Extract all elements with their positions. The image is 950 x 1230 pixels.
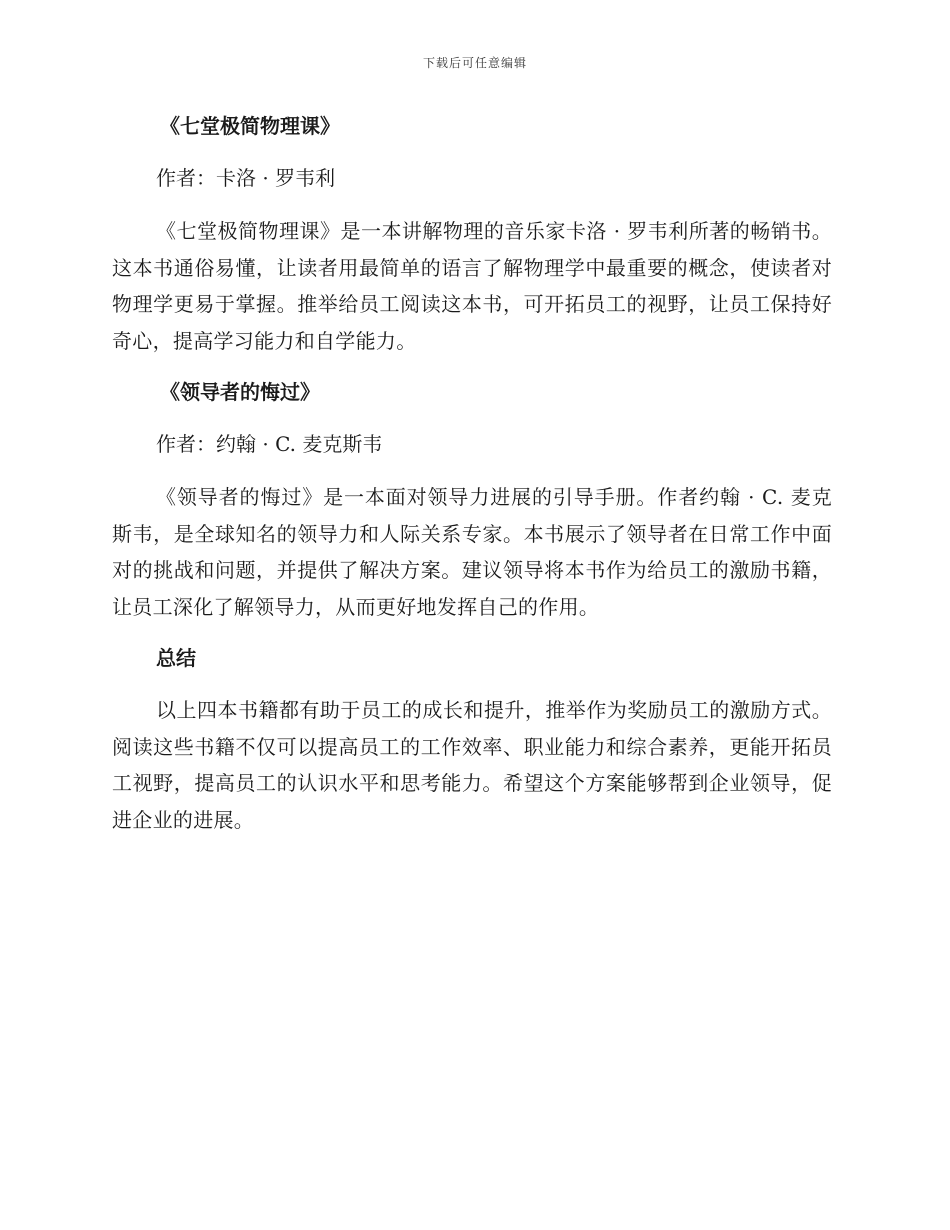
page-header: 下载后可任意编辑	[422, 56, 527, 70]
book-author: 作者：卡洛 · 罗韦利	[156, 166, 336, 190]
book-title: 《领导者的悔过》	[160, 380, 320, 404]
book-title: 《七堂极简物理课》	[160, 114, 340, 138]
summary-section	[112, 640, 832, 838]
summary-heading: 总结	[156, 646, 196, 670]
document-body	[112, 108, 832, 853]
book-author: 作者：约翰 · C. 麦克斯韦	[156, 432, 383, 456]
book-section	[112, 374, 832, 625]
book-description: 《七堂极简物理课》是一本讲解物理的音乐家卡洛 · 罗韦利所著的畅销书。这本书通俗易懂，让读者用最简单的语言了解物理学中最重要的概念，使读者对物理学更易于掌握。推举给员工阅读这本书，可开拓员工的视野，让员工保持好奇心，提高学习能力和自学能力。	[112, 219, 832, 353]
summary-text: 以上四本书籍都有助于员工的成长和提升，推举作为奖励员工的激励方式。阅读这些书籍不仅可以提高员工的工作效率、职业能力和综合素养，更能开拓员工视野，提高员工的认识水平和思考能力。希望这个方案能够帮到企业领导，促进企业的进展。	[112, 698, 832, 832]
book-section	[112, 108, 832, 359]
book-description: 《领导者的悔过》是一本面对领导力进展的引导手册。作者约翰 · C. 麦克斯韦，是全球知名的领导力和人际关系专家。本书展示了领导者在日常工作中面对的挑战和问题，并提供了解决方案。建议领导将本书作为给员工的激励书籍，让员工深化了解领导力，从而更好地发挥自己的作用。	[112, 485, 832, 619]
